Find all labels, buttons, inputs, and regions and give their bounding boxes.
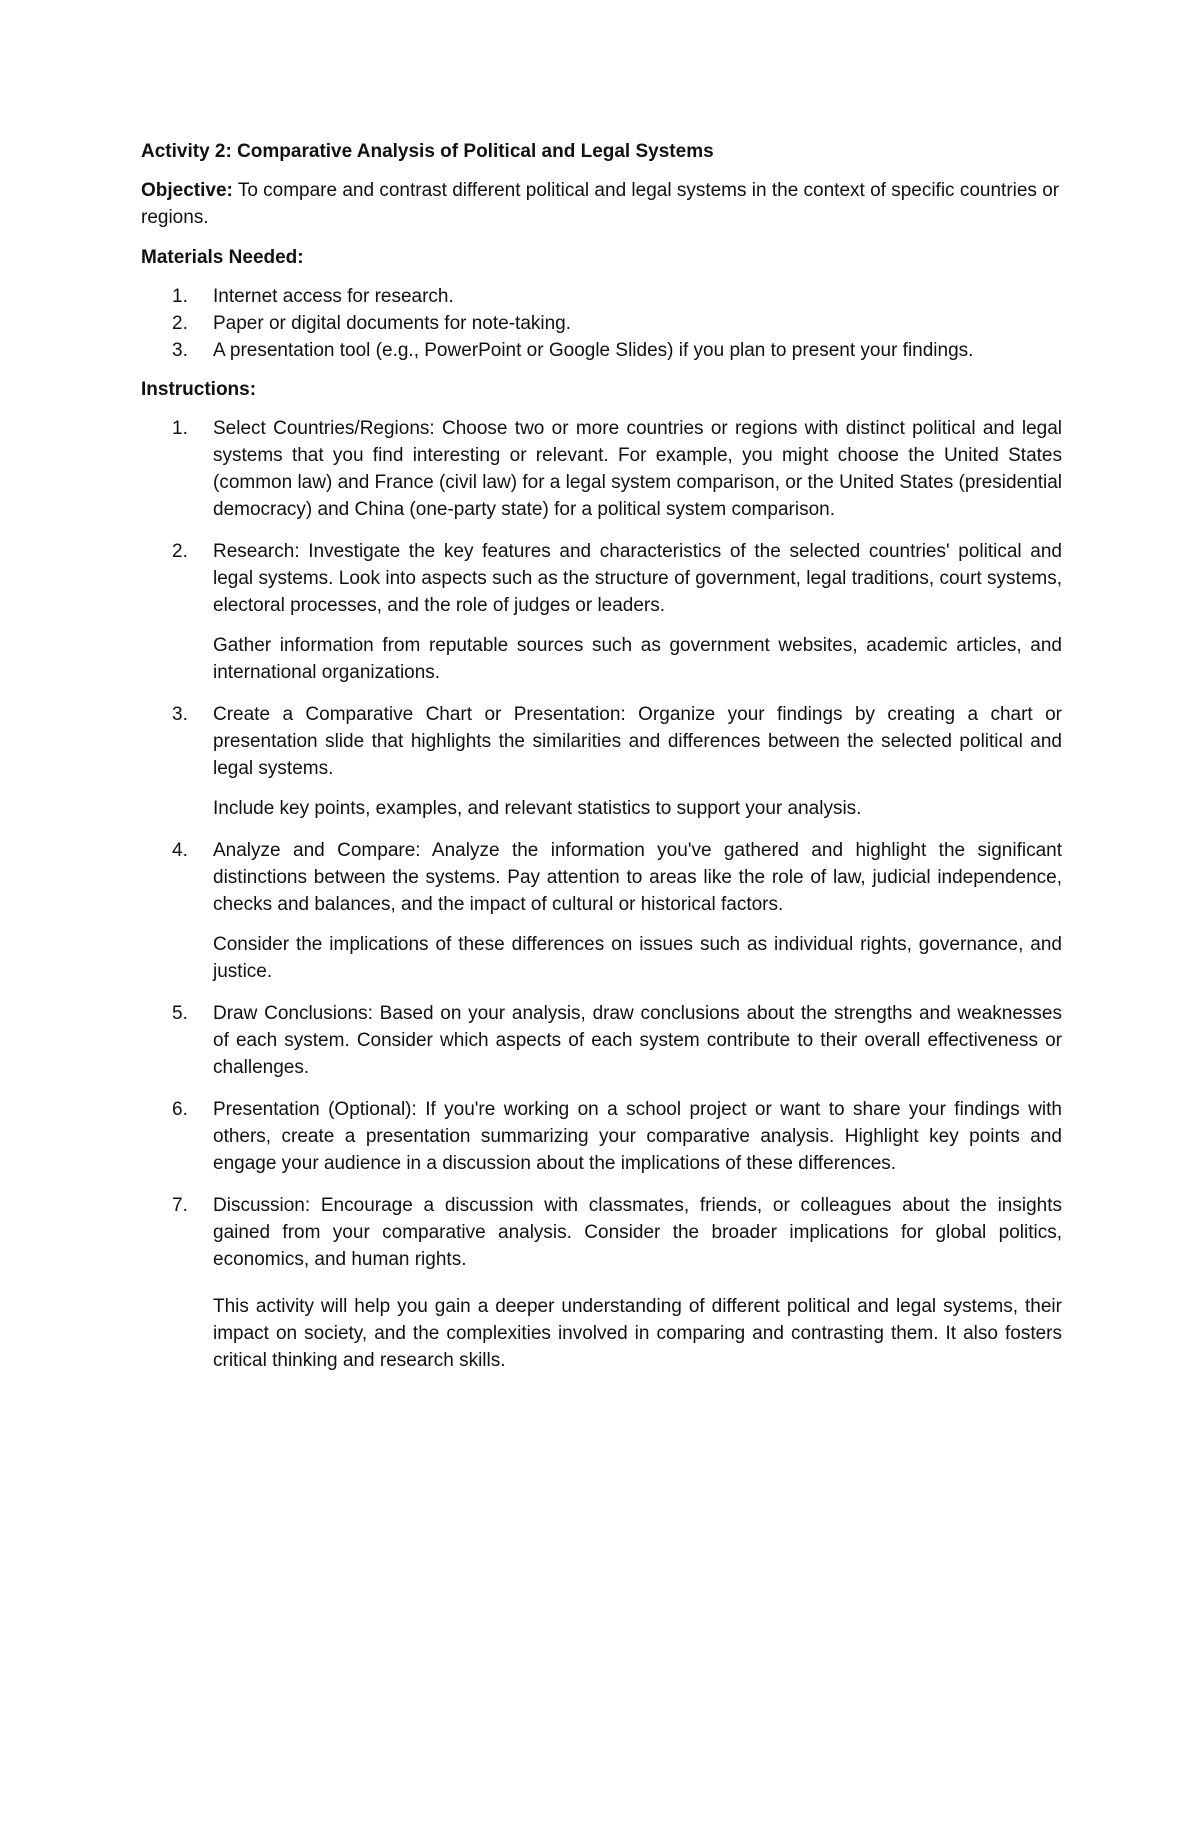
step-number: 3. bbox=[172, 704, 188, 725]
step-text: Create a Comparative Chart or Presentation: Organize your findings by creating a chart or presentation slide that highlights the similarities and differences between the selected political and legal systems. bbox=[213, 704, 1062, 779]
instructions-heading: Instructions: bbox=[141, 379, 257, 400]
list-number: 3. bbox=[172, 340, 188, 361]
step-text: Research: Investigate the key features and characteristics of the selected countries' political and legal systems. Look into aspects such as the structure of government, legal traditions, court systems, electoral processes, and the role of judges or leaders. bbox=[213, 541, 1062, 616]
instruction-step bbox=[141, 701, 1062, 822]
step-number: 4. bbox=[172, 840, 188, 861]
list-item bbox=[141, 337, 1062, 364]
instruction-step bbox=[141, 415, 1062, 523]
objective-paragraph bbox=[141, 177, 1062, 231]
list-item bbox=[141, 283, 1062, 310]
list-number: 1. bbox=[172, 286, 188, 307]
instructions-list bbox=[141, 415, 1062, 1273]
step-text: Analyze and Compare: Analyze the information you've gathered and highlight the significant distinctions between the systems. Pay attention to areas like the role of law, judicial independence, checks and balances, and the impact of cultural or historical factors. bbox=[213, 840, 1062, 915]
list-item-text: Paper or digital documents for note-taking. bbox=[213, 313, 572, 334]
step-text: Draw Conclusions: Based on your analysis, draw conclusions about the strengths and weaknesses of each system. Consider which aspects of each system contribute to their overall effectiveness or challenges. bbox=[213, 1003, 1062, 1078]
objective-text: To compare and contrast different political and legal systems in the context of specific countries or regions. bbox=[141, 180, 1060, 228]
closing-paragraph: This activity will help you gain a deeper understanding of different political and legal systems, their impact on society, and the complexities involved in comparing and contrasting them. It also fosters critical thinking and research skills. bbox=[213, 1296, 1062, 1371]
list-item bbox=[141, 310, 1062, 337]
step-number: 2. bbox=[172, 541, 188, 562]
instruction-step bbox=[141, 1096, 1062, 1177]
objective-label: Objective: bbox=[141, 180, 233, 201]
list-item-text: Internet access for research. bbox=[213, 286, 454, 307]
instruction-step bbox=[141, 1192, 1062, 1273]
materials-heading: Materials Needed: bbox=[141, 247, 304, 268]
step-text: Select Countries/Regions: Choose two or more countries or regions with distinct political and legal systems that you find interesting or relevant. For example, you might choose the United States (common law) and France (civil law) for a legal system comparison, or the United States (presidential democracy) and China (one-party state) for a political system comparison. bbox=[213, 418, 1062, 520]
instruction-step bbox=[141, 837, 1062, 985]
instruction-step bbox=[141, 1000, 1062, 1081]
step-number: 5. bbox=[172, 1003, 188, 1024]
step-extra-text: Gather information from reputable sources such as government websites, academic articles, and international organizations. bbox=[213, 635, 1062, 683]
materials-list bbox=[141, 283, 1062, 364]
document-page bbox=[141, 138, 1062, 1374]
step-text: Discussion: Encourage a discussion with classmates, friends, or colleagues about the insights gained from your comparative analysis. Consider the broader implications for global politics, economics, and human rights. bbox=[213, 1195, 1062, 1270]
list-item-text: A presentation tool (e.g., PowerPoint or Google Slides) if you plan to present your findings. bbox=[213, 340, 974, 361]
step-extra-text: Consider the implications of these differences on issues such as individual rights, governance, and justice. bbox=[213, 934, 1062, 982]
step-number: 6. bbox=[172, 1099, 188, 1120]
step-number: 1. bbox=[172, 418, 188, 439]
step-number: 7. bbox=[172, 1195, 188, 1216]
instruction-step bbox=[141, 538, 1062, 686]
step-extra-text: Include key points, examples, and relevant statistics to support your analysis. bbox=[213, 798, 862, 819]
list-number: 2. bbox=[172, 313, 188, 334]
page-title: Activity 2: Comparative Analysis of Political and Legal Systems bbox=[141, 141, 714, 162]
step-text: Presentation (Optional): If you're working on a school project or want to share your findings with others, create a presentation summarizing your comparative analysis. Highlight key points and engage your audience in a discussion about the implications of these differences. bbox=[213, 1099, 1062, 1174]
